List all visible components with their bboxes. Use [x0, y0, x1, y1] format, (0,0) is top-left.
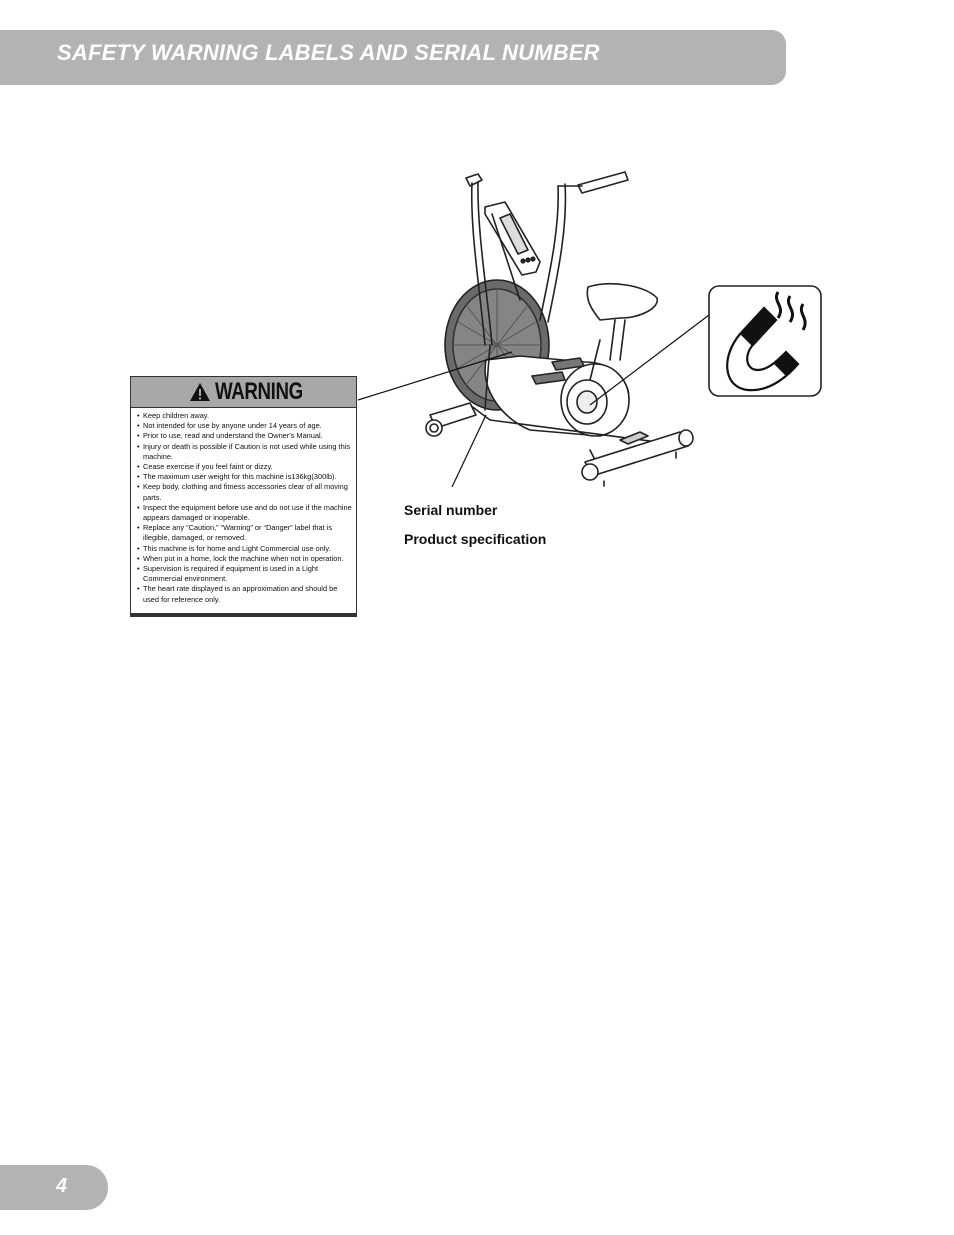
serial-number-label: Serial number [404, 502, 498, 518]
page-number: 4 [56, 1175, 68, 1197]
warning-item: • Cease exercise if you feel faint or dizzy. [137, 462, 352, 472]
warning-triangle-icon [189, 382, 211, 402]
page-number-tab [0, 1165, 108, 1210]
warning-label [130, 376, 357, 617]
page-title: SAFETY WARNING LABELS AND SERIAL NUMBER [57, 40, 600, 65]
warning-item: • Keep children away. [137, 411, 352, 421]
warning-item: • This machine is for home and Light Commercial use only. [137, 544, 352, 554]
warning-list [131, 408, 356, 605]
warning-item: • Keep body, clothing and fitness accessories clear of all moving parts. [137, 482, 352, 502]
warning-title: WARNING [215, 378, 303, 405]
warning-item: • Replace any “Caution,” “Warning” or “Danger” label that is illegible, damaged, or removed. [137, 523, 352, 543]
warning-item: • The heart rate displayed is an approximation and should be used for reference only. [137, 584, 352, 604]
warning-item: • Supervision is required if equipment is used in a Light Commercial environment. [137, 564, 352, 584]
magnet-icon [709, 286, 821, 396]
warning-bottom-rule [131, 613, 356, 616]
warning-item: • Injury or death is possible if Caution is not used while using this machine. [137, 442, 352, 462]
warning-item: • Not intended for use by anyone under 14 years of age. [137, 421, 352, 431]
warning-item: • The maximum user weight for this machine is136kg(300lb). [137, 472, 352, 482]
warning-header [131, 377, 356, 408]
warning-item: • Inspect the equipment before use and do not use if the machine appears damaged or inoperable. [137, 503, 352, 523]
warning-item: • When put in a home, lock the machine when not in operation. [137, 554, 352, 564]
product-specification-label: Product specification [404, 531, 547, 547]
warning-item: • Prior to use, read and understand the Owner's Manual. [137, 431, 352, 441]
